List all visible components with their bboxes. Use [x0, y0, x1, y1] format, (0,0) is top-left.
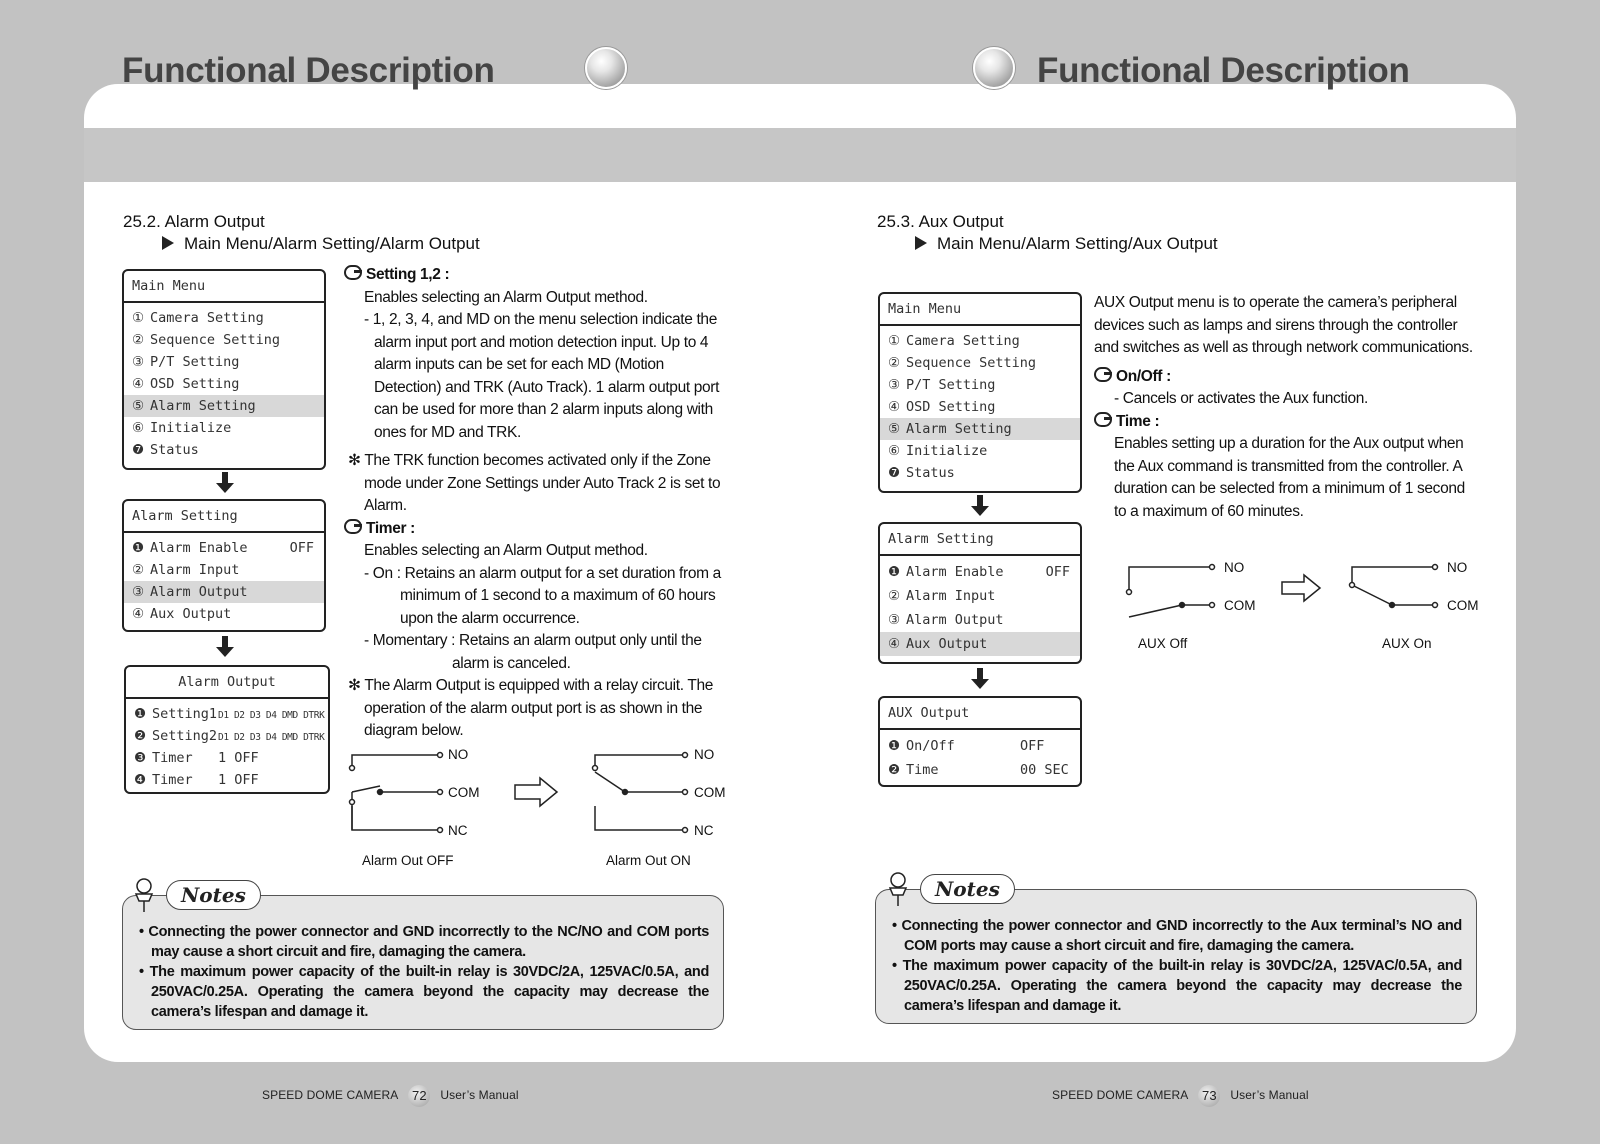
osd-item-selected — [880, 632, 1080, 656]
osd-item-number: ⑥ — [888, 443, 901, 459]
diagram-label-no: NO — [448, 747, 469, 762]
osd-item — [880, 560, 1080, 584]
osd-item-selected — [880, 418, 1080, 440]
aux-relay-diagram — [1120, 555, 1460, 635]
osd-item-number: ❷ — [888, 762, 901, 778]
osd-item-text: Setting2 — [152, 728, 218, 744]
time-desc: Enables setting up a duration for the Aux output when the Aux command is transmitted from the controller. A duration can be selected from a minimum of 1 second to a maximum of 60 minutes. — [1114, 435, 1465, 520]
text-span: Connecting the power connector and GND incorrectly to the Aux terminal’s NO and COM ports may cause a short circuit and fire, damaging the camera. — [901, 918, 1462, 954]
oval-bullet-icon — [344, 519, 362, 534]
diagram-caption-on: AUX On — [1382, 636, 1432, 651]
osd-item-number: ❶ — [132, 540, 145, 556]
osd-item — [880, 584, 1080, 608]
aux-intro: AUX Output menu is to operate the camera’s peripheral devices such as lamps and sirens through the controller and switches as well as through network communications. — [1094, 294, 1473, 356]
osd-item-number: ④ — [132, 606, 145, 622]
text-span: SPEED DOME CAMERA — [262, 1088, 399, 1103]
setting-desc: Enables selecting an Alarm Output method. — [364, 288, 648, 306]
osd-item-number: ④ — [132, 376, 145, 392]
osd-item-value: OFF — [1045, 564, 1070, 580]
text-span: Connecting the power connector and GND incorrectly to the NC/NO and COM ports may cause a short circuit and fire, damaging the camera. — [148, 924, 709, 960]
osd-item-text: Timer — [152, 750, 193, 766]
osd-item-text: P/T Setting — [906, 377, 996, 393]
text-span: User’s Manual — [1230, 1088, 1309, 1103]
timer-heading — [344, 518, 724, 541]
osd-title: AUX Output — [880, 698, 1080, 730]
osd-item — [124, 417, 324, 439]
oval-bullet-icon — [1094, 412, 1112, 427]
main-menu-osd — [122, 269, 326, 470]
osd-item-text: Timer — [152, 772, 193, 788]
osd-item-text: Setting1 — [152, 706, 218, 722]
osd-item-number: ❶ — [134, 706, 147, 722]
notes-label: Notes — [166, 880, 261, 910]
triangle-bullet-icon — [915, 236, 927, 250]
osd-item-text: OFF — [1020, 738, 1045, 754]
osd-item-number: ④ — [888, 636, 901, 652]
note-item: • The maximum power capacity of the built-in relay is 30VDC/2A, 125VAC/0.5A, and 250VAC/0.25A. Operating the camera beyond the capacity may decrease the camera’s lifespan and damage it. — [892, 958, 1462, 1014]
setting-detail: - 1, 2, 3, 4, and MD on the menu selection indicate the alarm input port and motion detection input. Up to 4 alarm inputs can be set for each MD (Motion Detection) and TRK (Auto Track). 1 alarm output port can be used for more than 2 alarm inputs along with ones for MD and TRK. — [364, 311, 720, 441]
osd-item-text: 1 OFF — [218, 750, 259, 766]
osd-item-number: ❸ — [134, 750, 147, 766]
osd-item-number: ⑤ — [132, 398, 145, 414]
menu-path — [162, 234, 480, 254]
text-span: User’s Manual — [440, 1088, 519, 1103]
osd-item-text: Alarm Enable — [150, 540, 248, 556]
pushpin-icon — [130, 874, 164, 914]
osd-item-number: ③ — [888, 377, 901, 393]
osd-item — [880, 330, 1080, 352]
osd-item-number: ② — [132, 562, 145, 578]
page-number: 72 — [408, 1085, 430, 1107]
osd-item-text: Alarm Enable — [906, 564, 1004, 580]
osd-item — [880, 758, 1080, 782]
left-footer — [262, 1085, 519, 1107]
osd-item-text: Aux Output — [150, 606, 232, 622]
osd-item-text: Alarm Setting — [150, 398, 256, 414]
osd-item-text: 1 OFF — [218, 772, 259, 788]
osd-item-value: OFF — [289, 540, 314, 556]
osd-title: Main Menu — [124, 271, 324, 303]
osd-item-text: Status — [150, 442, 199, 458]
osd-item-text: D1 D2 D3 D4 DMD DTRK — [218, 732, 325, 743]
osd-item-number: ❷ — [134, 728, 147, 744]
osd-item-text: Time — [906, 762, 939, 778]
osd-item-number: ③ — [132, 354, 145, 370]
header-band — [84, 128, 1516, 182]
osd-item — [124, 603, 324, 625]
osd-item-number: ⑤ — [888, 421, 901, 437]
text-span: The maximum power capacity of the built-in relay is 30VDC/2A, 125VAC/0.5A, and 250VAC/0.25A. Operating the camera beyond the capacity may decrease the camera’s lifespan and damage it. — [902, 958, 1462, 1014]
diagram-caption-off: Alarm Out OFF — [362, 853, 454, 868]
right-page-title: Functional Description — [1037, 51, 1410, 90]
relay-note: ✻ The Alarm Output is equipped with a relay circuit. The operation of the alarm output port is as shown in the diagram below. — [348, 677, 714, 739]
osd-item-text: Camera Setting — [150, 310, 264, 326]
menu-path-text: Main Menu/Alarm Setting/Alarm Output — [184, 234, 480, 253]
main-menu-osd — [878, 292, 1082, 493]
osd-item — [124, 329, 324, 351]
menu-path-text: Main Menu/Alarm Setting/Aux Output — [937, 234, 1218, 253]
osd-item-number: ❹ — [134, 772, 147, 788]
diagram-caption-on: Alarm Out ON — [606, 853, 691, 868]
osd-item-selected — [124, 581, 324, 603]
osd-item-number: ① — [132, 310, 145, 326]
text-span: Timer : — [366, 519, 415, 537]
osd-item — [880, 396, 1080, 418]
osd-item-number: ❶ — [888, 738, 901, 754]
diagram-label-no: NO — [694, 747, 715, 762]
section-heading: 25.2. Alarm Output — [123, 212, 265, 231]
osd-item-number: ❼ — [132, 442, 145, 458]
osd-item-text: P/T Setting — [150, 354, 240, 370]
osd-item-text: Aux Output — [906, 636, 988, 652]
osd-item — [124, 537, 324, 559]
osd-item — [126, 747, 328, 769]
text-span: The maximum power capacity of the built-in relay is 30VDC/2A, 125VAC/0.5A, and 250VAC/0.25A. Operating the camera beyond the capacity may decrease the camera’s lifespan and damage it. — [149, 964, 709, 1020]
menu-path — [915, 234, 1218, 254]
osd-item — [124, 373, 324, 395]
notes-box — [875, 889, 1477, 1024]
osd-title: Alarm Output — [126, 667, 328, 699]
osd-item-text: OSD Setting — [150, 376, 240, 392]
osd-item — [126, 703, 328, 725]
page-number: 73 — [1198, 1085, 1220, 1107]
notes-label: Notes — [920, 874, 1015, 904]
pushpin-icon — [884, 868, 918, 908]
alarm-setting-osd — [122, 499, 326, 632]
osd-title: Alarm Setting — [124, 501, 324, 533]
osd-item-number: ⑥ — [132, 420, 145, 436]
text-span: Time : — [1116, 412, 1160, 430]
text-span: SPEED DOME CAMERA — [1052, 1088, 1189, 1103]
osd-item-text: Initialize — [906, 443, 988, 459]
osd-title: Main Menu — [880, 294, 1080, 326]
osd-item — [126, 769, 328, 791]
aux-output-description — [1094, 292, 1474, 523]
aux-output-osd — [878, 696, 1082, 787]
diagram-label-com: COM — [448, 785, 480, 800]
left-page-title: Functional Description — [122, 51, 495, 90]
timer-desc: Enables selecting an Alarm Output method. — [364, 542, 648, 559]
diagram-label-no: NO — [1224, 560, 1245, 575]
diagram-label-no: NO — [1447, 560, 1468, 575]
diagram-label-com: COM — [1224, 598, 1256, 613]
osd-item-text: Initialize — [150, 420, 232, 436]
osd-item — [880, 440, 1080, 462]
osd-item — [124, 351, 324, 373]
osd-item-selected — [124, 395, 324, 417]
alarm-relay-diagram — [340, 740, 740, 840]
osd-item-text: Alarm Output — [906, 612, 1004, 628]
title-orb-icon — [973, 47, 1015, 89]
osd-item-number: ② — [132, 332, 145, 348]
osd-item — [880, 734, 1080, 758]
osd-item-text: Sequence Setting — [906, 355, 1037, 371]
timer-momentary-desc: - Momentary : Retains an alarm output only until the alarm is canceled. — [364, 632, 702, 672]
osd-item — [880, 352, 1080, 374]
trk-note: ✻ The TRK function becomes activated only if the Zone mode under Zone Settings under Auto Track 2 is set to Alarm. — [348, 452, 721, 514]
osd-item-number: ② — [888, 355, 901, 371]
osd-item-text: Camera Setting — [906, 333, 1020, 349]
section-heading: 25.3. Aux Output — [877, 212, 1004, 231]
timer-on-desc: - On : Retains an alarm output for a set duration from a minimum of 1 second to a maximum of 60 hours upon the alarm occurrence. — [364, 564, 721, 627]
setting-heading — [344, 264, 724, 287]
osd-item-text: Alarm Setting — [906, 421, 1012, 437]
text-span: Setting 1,2 : — [366, 266, 450, 283]
osd-item — [124, 307, 324, 329]
osd-item-text: D1 D2 D3 D4 DMD DTRK — [218, 710, 325, 721]
osd-item-number: ❶ — [888, 564, 901, 580]
osd-item-text: On/Off — [906, 738, 955, 754]
osd-item-text: 00 SEC — [1020, 762, 1069, 778]
text-span: On/Off : — [1116, 367, 1171, 385]
alarm-output-description — [344, 264, 724, 743]
note-item: • Connecting the power connector and GND incorrectly to the NC/NO and COM ports may cause a short circuit and fire, damaging the camera. — [139, 924, 709, 960]
diagram-label-com: COM — [694, 785, 726, 800]
osd-item-number: ② — [888, 588, 901, 604]
title-orb-icon — [585, 47, 627, 89]
osd-item — [124, 439, 324, 461]
oval-bullet-icon — [1094, 367, 1112, 382]
osd-item — [124, 559, 324, 581]
osd-item-text: Status — [906, 465, 955, 481]
osd-item — [880, 462, 1080, 484]
onoff-heading — [1094, 366, 1474, 389]
note-item: • Connecting the power connector and GND incorrectly to the Aux terminal’s NO and COM ports may cause a short circuit and fire, damaging the camera. — [892, 918, 1462, 954]
osd-item-number: ❼ — [888, 465, 901, 481]
osd-item-text: Sequence Setting — [150, 332, 281, 348]
alarm-setting-osd — [878, 522, 1082, 664]
diagram-caption-off: AUX Off — [1138, 636, 1188, 651]
notes-box — [122, 895, 724, 1030]
diagram-label-nc: NC — [448, 823, 468, 838]
osd-item-number: ③ — [888, 612, 901, 628]
osd-item-text: OSD Setting — [906, 399, 996, 415]
osd-title: Alarm Setting — [880, 524, 1080, 556]
alarm-output-osd — [124, 665, 330, 794]
osd-item-text: Alarm Input — [150, 562, 240, 578]
oval-bullet-icon — [344, 265, 362, 280]
osd-item-text: Alarm Input — [906, 588, 996, 604]
osd-item-number: ④ — [888, 399, 901, 415]
note-item: • The maximum power capacity of the built-in relay is 30VDC/2A, 125VAC/0.5A, and 250VAC/0.25A. Operating the camera beyond the capacity may decrease the camera’s lifespan and damage it. — [139, 964, 709, 1020]
right-footer — [1052, 1085, 1309, 1107]
triangle-bullet-icon — [162, 236, 174, 250]
diagram-label-com: COM — [1447, 598, 1479, 613]
osd-item-number: ① — [888, 333, 901, 349]
osd-item — [126, 725, 328, 747]
osd-item — [880, 608, 1080, 632]
osd-item-number: ③ — [132, 584, 145, 600]
onoff-desc: - Cancels or activates the Aux function. — [1114, 390, 1368, 407]
time-heading — [1094, 411, 1474, 434]
osd-item-text: Alarm Output — [150, 584, 248, 600]
diagram-label-nc: NC — [694, 823, 714, 838]
osd-item — [880, 374, 1080, 396]
